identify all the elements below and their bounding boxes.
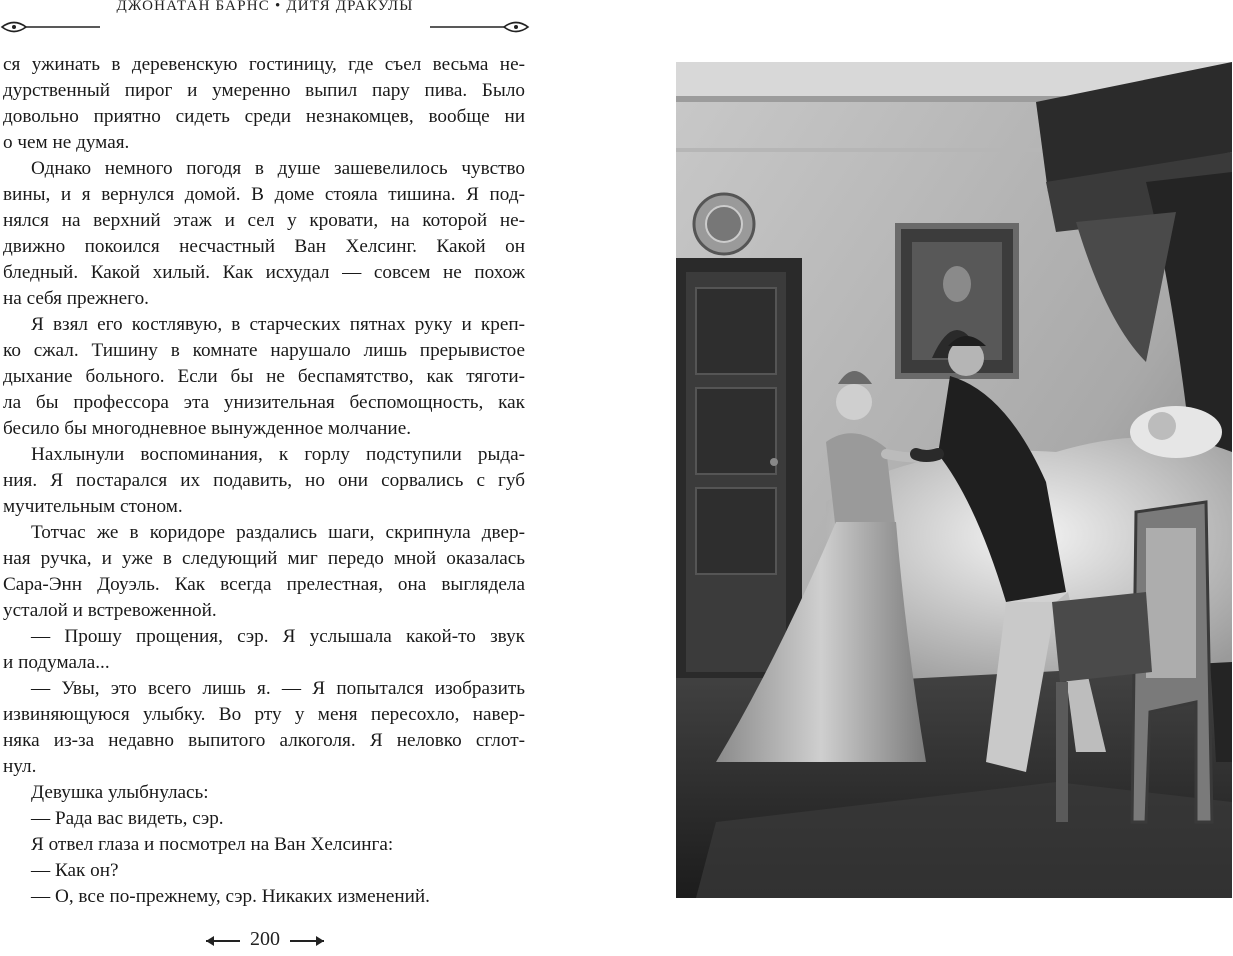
text-line: ся ужинать в деревенскую гостиницу, где съел весьма не- bbox=[3, 54, 525, 75]
text-line: Однако немного погодя в душе зашевелилось чувство bbox=[31, 158, 525, 179]
illustration-scene bbox=[676, 62, 1232, 898]
text-line: ная ручка, и уже в следующий миг передо мной оказалась bbox=[3, 548, 525, 569]
text-line: — Увы, это всего лишь я. — Я попытался изобразить bbox=[31, 678, 525, 699]
paragraph bbox=[3, 780, 525, 806]
text-line: усталой и встревоженной. bbox=[3, 600, 217, 621]
text-line: бесило бы многодневное вынужденное молчание. bbox=[3, 418, 412, 439]
text-line: Нахлынули воспоминания, к горлу подступили рыда- bbox=[31, 444, 525, 465]
paragraph bbox=[3, 442, 525, 520]
paragraph bbox=[3, 676, 525, 780]
text-line: о чем не думая. bbox=[3, 132, 130, 153]
text-line: нул. bbox=[3, 756, 37, 777]
text-line: дыхание больного. Если бы не беспамятство, как тяготи- bbox=[3, 366, 525, 387]
text-line: ла бы профессора эта унизительная беспомощность, как bbox=[3, 392, 525, 413]
text-line: движно покоился несчастный Ван Хелсинг. Какой он bbox=[3, 236, 525, 257]
paragraph bbox=[3, 520, 525, 624]
paragraph bbox=[3, 832, 525, 858]
text-line: Тотчас же в коридоре раздались шаги, скрипнула двер- bbox=[31, 522, 525, 543]
text-line: — Рада вас видеть, сэр. bbox=[31, 808, 224, 829]
paragraph bbox=[3, 156, 525, 312]
running-header bbox=[0, 0, 530, 40]
paragraph bbox=[3, 52, 525, 156]
text-line: на себя прежнего. bbox=[3, 288, 149, 309]
text-line: мучительным стоном. bbox=[3, 496, 183, 517]
text-line: Сара-Энн Доуэль. Как всегда прелестная, она выглядела bbox=[3, 574, 525, 595]
paragraph bbox=[3, 624, 525, 676]
text-line: — Как он? bbox=[31, 860, 119, 881]
text-line: — О, все по-прежнему, сэр. Никаких изменений. bbox=[31, 886, 430, 907]
page-footer bbox=[200, 926, 330, 956]
text-line: дурственный пирог и умеренно выпил пару пива. Было bbox=[3, 80, 525, 101]
text-line: няка из-за недавно выпитого алкоголя. Я неловко сглот- bbox=[3, 730, 525, 751]
text-line: извиняющуюся улыбку. Во рту у меня пересохло, навер- bbox=[3, 704, 525, 725]
text-line: нялся на верхний этаж и сел у кровати, на которой не- bbox=[3, 210, 525, 231]
text-line: бледный. Какой хилый. Как исхудал — совсем не похож bbox=[3, 262, 525, 283]
main-text-column bbox=[3, 52, 525, 910]
header-ornament bbox=[0, 12, 530, 42]
text-line: — Прошу прощения, сэр. Я услышала какой-то звук bbox=[31, 626, 525, 647]
header-title: ДЖОНАТАН БАРНС • ДИТЯ ДРАКУЛЫ bbox=[116, 0, 414, 14]
text-line: довольно приятно сидеть среди незнакомцев, вообще ни bbox=[3, 106, 525, 127]
illustration bbox=[676, 62, 1232, 898]
text-line: Я отвел глаза и посмотрел на Ван Хелсинга: bbox=[31, 834, 394, 855]
text-line: и подумала... bbox=[3, 652, 110, 673]
paragraph bbox=[3, 312, 525, 442]
paragraph bbox=[3, 806, 525, 832]
paragraph bbox=[3, 858, 525, 884]
text-line: вины, и я вернулся домой. В доме стояла тишина. Я под- bbox=[3, 184, 525, 205]
text-line: Девушка улыбнулась: bbox=[31, 782, 209, 803]
text-line: ния. Я постарался их подавить, но они сорвались с губ bbox=[3, 470, 525, 491]
text-line: ко сжал. Тишину в комнате нарушало лишь прерывистое bbox=[3, 340, 525, 361]
paragraph bbox=[3, 884, 525, 910]
text-line: Я взял его костлявую, в старческих пятнах руку и креп- bbox=[31, 314, 525, 335]
page-number: 200 bbox=[250, 928, 280, 950]
